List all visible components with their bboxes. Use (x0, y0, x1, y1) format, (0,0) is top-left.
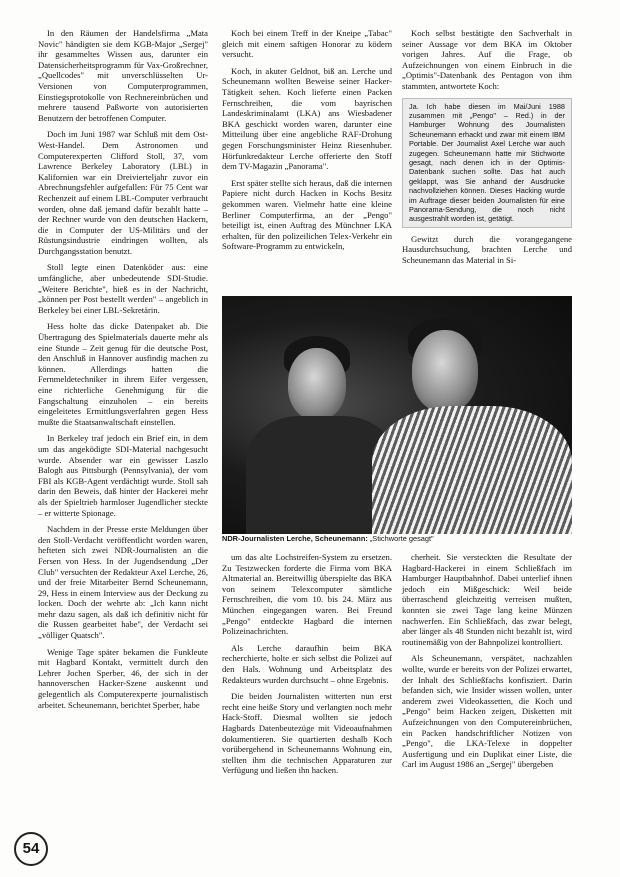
article-column-3 (402, 28, 572, 328)
paragraph: cherheit. Sie versteckten die Resultate der Hagbard-Hackerei in einem Schließfach im Hamburger Hauptbahnhof. Dabei unterlief ihnen jedoch ein Mißgeschick: Weil beide überraschend gleichzeitig verreisen mußten, konnten sie zwei Tage lang keine Münzen nachwerfen. Ein Schließfach, das zwar belegt, aber länger als 48 Stunden nicht bezahlt ist, wird routinemäßig von der Bahnpolizei kontrolliert. (402, 552, 572, 647)
paragraph: Nachdem in der Presse erste Meldungen über den Stoll-Verdacht veröffentlicht worden waren, hefteten sich zwei NDR-Journalisten an die Fersen von Hess. In der Jugendsendung „Der Club" versuchten der Redakteur Axel Lerche, 26, und der freie Mitarbeiter Bernd Scheunemann, 29, Hess in einem Interview aus der Deckung zu locken. Doch der wehrte ab: „Ich kann nicht mehr dazu sagen, als daß ich definitiv nicht für die Russen gearbeitet habe", der Verdacht sei „völliger Quatsch". (38, 524, 208, 641)
article-column-4 (222, 552, 392, 822)
photo-caption (222, 534, 572, 544)
paragraph: Koch bei einem Treff in der Kneipe „Tabac" gleich mit einem saftigen Honorar zu ködern versucht. (222, 28, 392, 60)
article-column-2 (222, 28, 392, 328)
paragraph: Koch selbst bestätigte den Sachverhalt in seiner Aussage vor dem BKA im Oktober vorigen Jahres. Auf die Frage, ob Aufzeichnungen von einem Einbruch in die „Optimis"-Datenbank des Pentagon von ihm stammten, antwortete Koch: (402, 28, 572, 91)
paragraph: Hess holte das dicke Datenpaket ab. Die Übertragung des Spielmaterials dauerte mehr als eine Stunde – Zeit genug für die deutsche Post, den Anschluß in Hannover ausfindig machen zu können. Allerdings hatten die Fernmeldetechniker in ihrem Eifer vergessen, eine richterliche Genehmigung für die Fangschaltung einzuholen – ein bereits eingeleitetes Ermittlungsverfahren gegen Hess mußte die Staatsanwaltschaft einstellen. (38, 321, 208, 427)
article-column-5 (402, 552, 572, 822)
paragraph: Als Lerche daraufhin beim BKA recherchierte, holte er sich selbst die Polizei auf den Hals. Wohnung und Arbeitsplatz des Redakteurs wurden durchsucht – ohne Ergebnis. (222, 642, 392, 685)
paragraph: Doch im Juni 1987 war Schluß mit dem Ost-West-Handel. Dem Astronomen und Computerexperten Clifford Stoll, 37, vom Lawrence Berkeley Laboratory (LBL) in Kalifornien war ein Dreivierteljahr zuvor ein Abrechnungsfehler aufgefallen: Für 75 Cent war Rechenzeit auf einem LBL-Computer verbraucht worden, ohne daß jemand dafür bezahlt hatte – der Rechner wurde von den deutschen Hackern, die in Computer der US-Militärs und der Rüstungsindustrie eindringen wollten, als Durchgangsstation benutzt. (38, 129, 208, 256)
journalists-photo (222, 296, 572, 534)
paragraph: Stoll legte einen Datenköder aus: eine umfängliche, aber unbedeutende SDI-Studie. „Weitere Berichte", hieß es in der Nachricht, „können per Post bestellt werden" – angeblich in Berkeley bei einer LBL-Sekretärin. (38, 262, 208, 315)
paragraph: Wenige Tage später bekamen die Funkleute mit Hagbard Kontakt, vermittelt durch den Lehrer Jochen Sperber, 46, der sich in der hannoverschen Hacker-Szene auskennt und gelegentlich als Computerexperte journalistisch arbeitet. Scheunemann, berichtet Sperber, habe (38, 646, 208, 710)
paragraph: Als Scheunemann, verspätet, nachzahlen wollte, wurde er bereits von der Polizei erwartet, der Inhalt des Schließfachs konfisziert. Darin befanden sich, wie Insider wissen wollen, unter anderem zwei Videokassetten, die Koch und „Pengo" beim Hacken zeigen, Disketten mit Aufzeichnungen von den Computereinbrüchen, ein Packen handschriftlicher Notizen von „Pengo", die LKA-Telexe in doppelter Ausfertigung und ein Duplikat einer Liste, die Carl im August 1986 an „Sergej" übergeben (402, 653, 572, 770)
paragraph: Erst später stellte sich heraus, daß die internen Papiere nicht durch Hacken in Kochs Besitz gekommen waren. Vielmehr hatte eine kleine Berliner Computerfirma, an der „Pengo" beteiligt ist, einen Auftrag des Münchner LKA erhalten, für den polizeilichen Telex-Verkehr ein Software-Programm zu entwickeln, (222, 177, 392, 252)
caption-text: „Stichworte gesagt" (367, 534, 434, 543)
article-column-1 (38, 28, 208, 823)
paragraph: um das alte Lochstreifen-System zu ersetzen. Zu Testzwecken forderte die Firma vom BKA Altmaterial an. Bereitwillig überspielte das BKA von seinem Telexcomputer sämtliche Fernschreiben, die vom 10. bis 24. März aus München eingegangen waren. Bei Freund „Pengo" entdeckte Hagbard die internen Polizeinachrichten. (222, 552, 392, 637)
caption-label: NDR-Journalisten Lerche, Scheunemann: (222, 534, 368, 543)
face-right (412, 330, 478, 412)
quote-box: Ja. Ich habe diesen im Mai/Juni 1988 zusammen mit „Pengo" – Red.) in der Hamburger Wohnung des Journalisten Scheunemann erhackt und zwar mit einem IBM Portable. Der Journalist Axel Lerche war auch zugegen. Scheunemann hatte mir Stichworte gesagt, nach denen ich in der Optimis-Datenbank suchen sollte. Das hat auch geklappt, was Sie anhand der Ausdrucke nachvollziehen können. Dieses Hacking wurde im Auftrage dieser beiden Journalisten für eine Panorama-Sendung, die noch nicht ausgestrahlt worden ist, getätigt. (402, 98, 572, 228)
paragraph: Gewitzt durch die vorangegangene Hausdurchsuchung, brachten Lerche und Scheunemann das Material in Si- (402, 233, 572, 266)
page-number: 54 (14, 832, 48, 866)
paragraph: Die beiden Journalisten witterten nun erst recht eine heiße Story und verlangten noch mehr Hack-Stoff. Diesmal wollten sie jedoch Hagbards Datenbeutezüge mit Videoaufnahmen dokumentieren. Sie quartierten deshalb Koch vorübergehend in Scheunemanns Wohnung ein, stellten ihm die technischen Apparaturen zur Verfügung und ließen ihn hacken. (222, 691, 392, 776)
paragraph: Koch, in akuter Geldnot, biß an. Lerche und Scheunemann wollten Beweise seiner Hacker-Tätigkeit sehen. Koch lieferte einen Packen Fernschreiben, die vom bayrischen Landeskriminalamt (LKA) ans Wiesbadener BKA geschickt worden waren, darunter eine Mitteilung über eine angebliche RAF-Drohung gegen Forschungsminister Heinz Riesenhuber. Hörfunkredakteur Lerche offerierte den Stoff dem TV-Magazin „Panorama". (222, 65, 392, 172)
shirt-right (372, 406, 572, 534)
paragraph: In den Räumen der Handelsfirma „Mata Novic" händigten sie dem KGB-Major „Sergej" ihr gesammeltes Wissen aus, darunter ein Datensicherheitsprogramm für Vax-Großrechner, „Quellcodes" mit unverschlüsselten Ur-Versionen von Computerprogrammen, Einstiegsprotokolle von Rechnereinbrüchen und mehrere tausend Paßworte von autorisierten Benutzern der betroffenen Computer. (38, 28, 208, 123)
face-left (288, 348, 346, 420)
paragraph: In Berkeley traf jedoch ein Brief ein, in dem um das angeködigte SDI-Material nachgesucht wurde. Absender war ein gewisser Laszlo Balogh aus Pittsburgh (Pennsylvania), der vom FBI als KGB-Agent verdächtigt wurde. Stoll sah darin den Beweis, daß hinter der Hackerei mehr als der Spieltrieb harmloser Jugendlicher steckte – er witterte Spionage. (38, 433, 208, 518)
